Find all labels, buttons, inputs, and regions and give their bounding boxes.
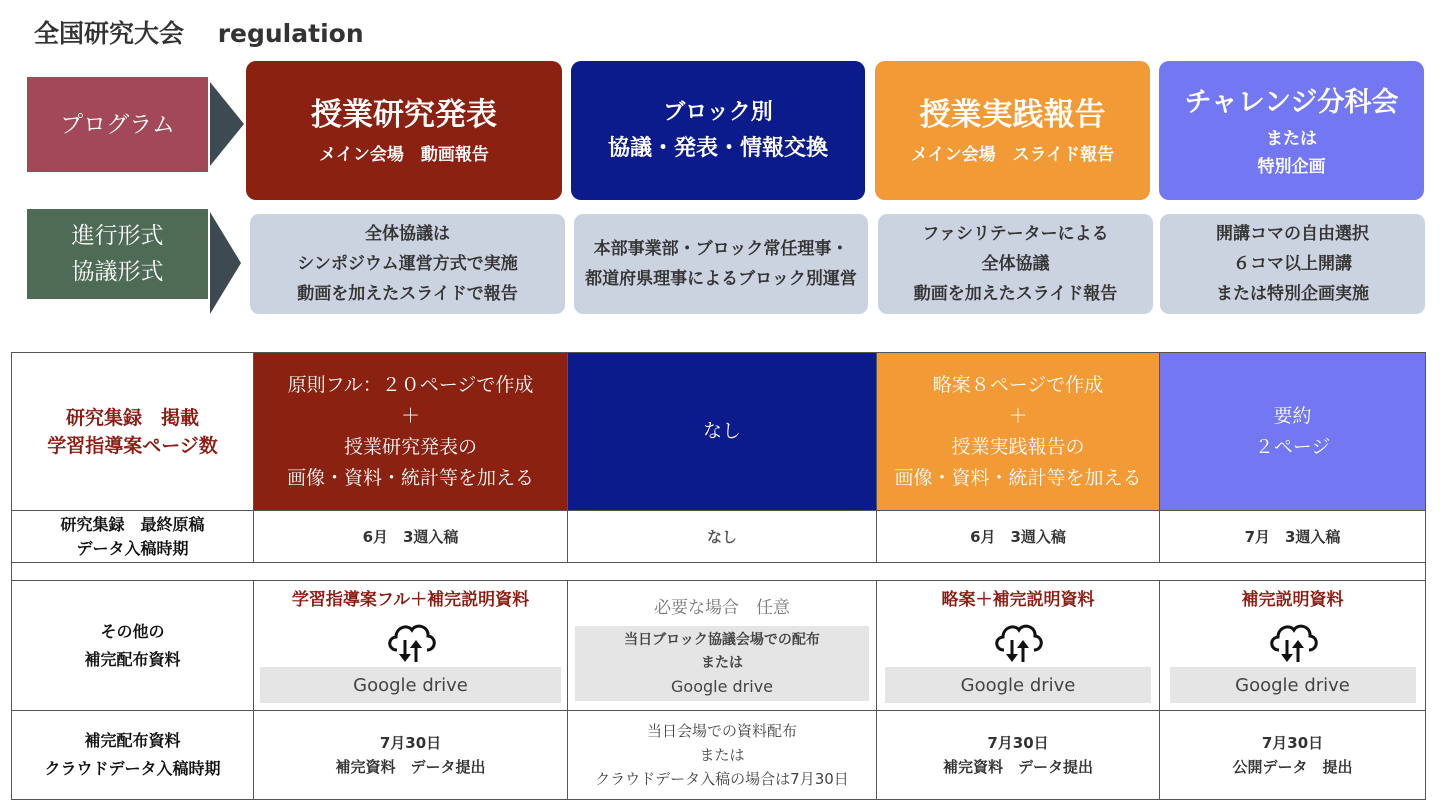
- cloud-transfer-icon: [1265, 618, 1321, 664]
- row-header-line: 補完配布資料: [84, 731, 181, 750]
- format-line: 全体協議は: [365, 224, 450, 244]
- materials-cell-lesson-research: [253, 580, 568, 711]
- row-header-line: 研究集録 掲載: [65, 406, 199, 429]
- google-drive-link[interactable]: Google drive: [671, 677, 773, 696]
- format-line: シンポジウム運営方式で実施: [297, 254, 518, 274]
- format-label-line1: 進行形式: [71, 223, 164, 249]
- cell-line: 7月30日: [379, 734, 442, 752]
- pages-cell-block: [567, 352, 877, 511]
- row-header-line: 研究集録 最終原稿: [60, 514, 205, 534]
- cell-line: または: [699, 746, 745, 764]
- submission-cell: [876, 510, 1160, 563]
- materials-label: 補完説明資料: [1241, 590, 1344, 610]
- materials-cell-practice-report: [876, 580, 1160, 711]
- cell-line: 補完資料 データ提出: [942, 758, 1093, 776]
- materials-label: 略案＋補完説明資料: [941, 590, 1095, 610]
- cell-text: 7月 3週入稿: [1244, 527, 1341, 546]
- cell-line: 原則フル：２０ページで作成: [287, 373, 534, 396]
- cell-text: 6月 3週入稿: [362, 527, 459, 546]
- program-title: 授業実践報告: [919, 96, 1106, 133]
- spacer-row: [11, 562, 1426, 581]
- cell-line: ＋: [1008, 404, 1028, 427]
- program-title: 授業研究発表: [311, 96, 497, 133]
- cell-line: ２ページ: [1254, 435, 1331, 458]
- format-line: 都道府県理事によるブロック別運営: [585, 269, 857, 289]
- cell-line: クラウドデータ入稿の場合は7月30日: [595, 770, 849, 788]
- cell-line: 授業研究発表の: [343, 435, 477, 458]
- pages-cell-practice-report: [876, 352, 1160, 511]
- format-line: 本部事業部・ブロック常任理事・: [593, 239, 849, 259]
- cloud-transfer-icon: [990, 618, 1046, 664]
- submission-cell: [567, 510, 877, 563]
- block-distribution-box: [575, 626, 869, 701]
- program-subtitle-1: または: [1266, 128, 1317, 149]
- cloud-deadline-cell: [253, 710, 568, 800]
- materials-label: 必要な場合 任意: [654, 598, 790, 618]
- format-line: 動画を加えたスライド報告: [913, 284, 1118, 304]
- format-line: ６コマ以上開講: [1233, 254, 1352, 274]
- box-line: 当日ブロック協議会場での配布: [624, 632, 820, 648]
- program-subtitle: メイン会場 動画報告: [319, 144, 489, 165]
- program-box-lesson-research: [246, 61, 562, 200]
- materials-cell-challenge: [1159, 580, 1426, 711]
- box-line: または: [701, 655, 743, 671]
- format-line: 全体協議: [981, 254, 1050, 274]
- program-subtitle: メイン会場 スライド報告: [910, 144, 1115, 165]
- program-subtitle-2: 特別企画: [1257, 156, 1326, 177]
- program-title: ブロック別: [663, 99, 773, 125]
- cloud-transfer-icon: [383, 618, 439, 664]
- program-title: チャレンジ分科会: [1184, 86, 1399, 118]
- row-header-line: 学習指導案ページ数: [47, 434, 218, 457]
- format-label-line2: 協議形式: [71, 259, 164, 285]
- format-box-challenge: [1160, 214, 1425, 314]
- row-header-line: その他の: [100, 621, 165, 641]
- cell-line: 画像・資料・統計等を加える: [894, 466, 1142, 489]
- cell-line: 7月30日: [1261, 734, 1324, 752]
- cell-text: 6月 3週入稿: [970, 527, 1066, 546]
- cell-line: 当日会場での資料配布: [646, 722, 797, 740]
- cell-line: ＋: [400, 404, 420, 427]
- cell-line: なし: [702, 420, 741, 442]
- google-drive-link[interactable]: [885, 667, 1151, 703]
- arrow-right-icon: [210, 82, 244, 166]
- row-header-cloud-deadline: [11, 710, 254, 800]
- program-box-practice-report: [875, 61, 1150, 200]
- format-box-lesson-research: [250, 214, 565, 314]
- row-header-line: データ入稿時期: [76, 538, 189, 558]
- cloud-deadline-cell: [876, 710, 1160, 800]
- row-header-pages: [11, 352, 254, 511]
- row-header-materials: [11, 580, 254, 711]
- format-line: 動画を加えたスライドで報告: [297, 284, 518, 304]
- cell-line: 画像・資料・統計等を加える: [286, 466, 534, 489]
- program-box-block: [571, 61, 865, 200]
- format-box-block: [574, 214, 868, 314]
- row-header-line: 補完配布資料: [84, 649, 181, 669]
- row-header-submission: [11, 510, 254, 563]
- drive-label: Google drive: [960, 674, 1076, 696]
- google-drive-link[interactable]: [260, 667, 561, 703]
- submission-cell: [1159, 510, 1426, 563]
- cloud-deadline-cell: [1159, 710, 1426, 800]
- program-label-text: プログラム: [60, 111, 175, 138]
- arrow-right-icon: [210, 212, 241, 314]
- google-drive-link[interactable]: [1170, 667, 1416, 703]
- format-row-label: [27, 209, 208, 299]
- cell-line: 公開データ 提出: [1232, 758, 1353, 776]
- cell-line: 授業実践報告の: [951, 435, 1085, 458]
- materials-cell-block: [567, 580, 877, 711]
- drive-label: Google drive: [353, 674, 468, 696]
- program-box-challenge: [1159, 61, 1424, 200]
- program-subtitle: 協議・発表・情報交換: [607, 135, 828, 161]
- cloud-deadline-cell: [567, 710, 877, 800]
- cell-line: 要約: [1273, 404, 1312, 427]
- cell-line: 補完資料 データ提出: [335, 758, 486, 776]
- materials-label: 学習指導案フル＋補完説明資料: [291, 590, 530, 610]
- format-line: 開講コマの自由選択: [1216, 224, 1369, 244]
- cell-line: 7月30日: [987, 734, 1049, 752]
- row-header-line: クラウドデータ入稿時期: [44, 759, 221, 778]
- format-box-practice-report: [878, 214, 1153, 314]
- cell-line: 略案８ページで作成: [932, 373, 1104, 396]
- drive-label: Google drive: [1235, 674, 1350, 696]
- pages-cell-challenge: [1159, 352, 1426, 511]
- pages-cell-lesson-research: [253, 352, 568, 511]
- format-line: または特別企画実施: [1216, 284, 1369, 304]
- cell-text: なし: [706, 527, 737, 546]
- program-row-label: [27, 77, 208, 172]
- submission-cell: [253, 510, 568, 563]
- format-line: ファシリテーターによる: [922, 224, 1109, 244]
- page-title: 全国研究大会 regulation: [34, 19, 364, 48]
